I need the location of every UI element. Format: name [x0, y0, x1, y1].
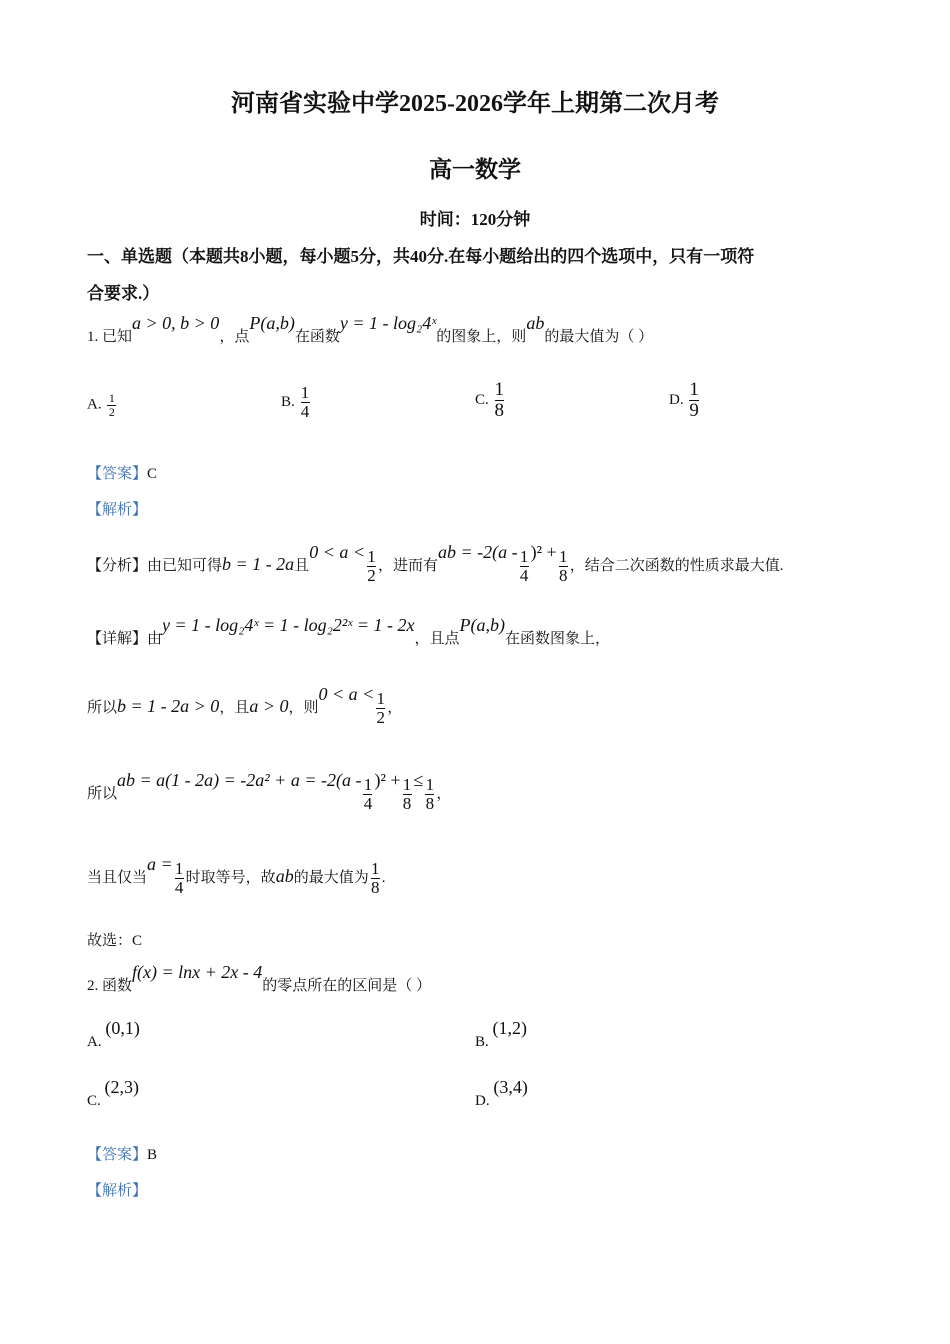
- equation: a > 0: [249, 695, 289, 716]
- q2-text: 的零点所在的区间是（ ）: [262, 978, 432, 994]
- answer-label: 【答案】: [87, 466, 148, 482]
- fraction-numerator: 1: [363, 775, 373, 794]
- equation: ≤: [413, 769, 424, 790]
- option-label: C.: [475, 391, 489, 408]
- equation: ab = -2(a -: [438, 541, 518, 562]
- q1-analysis: [87, 541, 784, 585]
- q1-detail: [87, 615, 611, 647]
- q1-option-d: [669, 380, 701, 421]
- exam-subject: 高一数学: [429, 157, 521, 182]
- question-2: [87, 962, 432, 994]
- section-heading-line1: 一、单选题（本题共8小题，每小题5分，共40分.在每小题给出的四个选项中，只有一项符: [87, 247, 755, 266]
- q1-text: 在函数: [294, 329, 340, 345]
- option-value: (2,3): [104, 1077, 140, 1097]
- fraction-numerator: 1: [558, 547, 568, 566]
- fraction-numerator: 1: [300, 383, 310, 402]
- q1-answer: [87, 467, 157, 482]
- equation: )² +: [530, 541, 557, 562]
- option-value: (3,4): [493, 1077, 528, 1097]
- q1-function: y = 1 - log₂4ˣ: [339, 313, 437, 333]
- detail-label: 【详解】: [87, 631, 148, 647]
- option-label: D.: [475, 1093, 490, 1109]
- q1-option-a: [87, 392, 118, 418]
- q2-option-d: [475, 1077, 528, 1110]
- q1-text: 的最大值为（ ）: [544, 329, 654, 345]
- exam-title: 河南省实验中学2025-2026学年上期第二次月考: [231, 91, 719, 117]
- fraction-denominator: 2: [376, 707, 386, 727]
- fraction-numerator: 1: [425, 775, 435, 794]
- exam-time: 时间：120分钟: [419, 210, 531, 229]
- fraction-denominator: 8: [402, 793, 412, 813]
- text: 由已知可得: [147, 557, 223, 574]
- section-heading-line2: 合要求.）: [87, 284, 160, 303]
- option-value: (1,2): [492, 1018, 528, 1038]
- option-label: A.: [87, 1034, 102, 1050]
- q1-option-b: [281, 384, 312, 421]
- q1-jiexi-label: 【解析】: [87, 502, 148, 518]
- equation: b = 1 - 2a > 0: [117, 695, 220, 716]
- q1-point: P(a,b): [249, 313, 295, 333]
- q2-function: f(x) = lnx + 2x - 4: [132, 962, 263, 982]
- text: ，: [436, 785, 452, 802]
- equation: y = 1 - log₂4ˣ = 1 - log₂2²ˣ = 1 - 2x: [162, 615, 415, 635]
- fraction-numerator: 1: [376, 689, 386, 708]
- q1-text: 的图象上，则: [436, 329, 527, 345]
- fraction-denominator: 4: [300, 401, 310, 421]
- q2-option-a: [87, 1018, 140, 1051]
- point: P(a,b): [459, 615, 506, 635]
- answer-value: C: [147, 466, 158, 482]
- text: 所以: [87, 699, 118, 716]
- text: ，结合二次函数的性质求最大值.: [569, 557, 784, 574]
- fraction-denominator: 9: [689, 399, 699, 421]
- fraction-numerator: 1: [519, 547, 529, 566]
- text: ，且: [219, 699, 250, 716]
- option-label: A.: [87, 396, 102, 413]
- q1-prefix: 1. 已知: [87, 329, 133, 345]
- fraction-denominator: 4: [174, 877, 184, 897]
- q1-final-choice: 故选：C: [87, 933, 143, 949]
- fraction-denominator: 8: [370, 877, 380, 897]
- q1-detail-line3: [87, 683, 403, 727]
- text: 所以: [87, 785, 118, 802]
- equation: ab = a(1 - 2a) = -2a² + a = -2(a -: [117, 769, 362, 790]
- text: ，则: [288, 699, 319, 716]
- fraction-numerator: 1: [108, 391, 115, 405]
- q1-detail-line4: [87, 769, 452, 813]
- text: 当且仅当: [87, 869, 148, 886]
- option-label: D.: [669, 391, 684, 408]
- q2-prefix: 2. 函数: [87, 978, 133, 994]
- fraction-denominator: 8: [558, 565, 568, 585]
- equation: b = 1 - 2a: [222, 553, 295, 574]
- inequality: 0 < a <: [309, 541, 365, 562]
- q2-answer: [87, 1148, 157, 1163]
- q1-condition: a > 0, b > 0: [132, 313, 220, 333]
- fraction-denominator: 2: [367, 565, 376, 585]
- fraction-denominator: 2: [108, 404, 115, 419]
- text: 在函数图象上，: [505, 631, 611, 647]
- question-1: [87, 313, 654, 345]
- q1-detail-line5: [87, 853, 386, 897]
- q2-option-c: [87, 1077, 140, 1110]
- text: 的最大值为: [293, 869, 369, 886]
- text: 由: [147, 631, 163, 647]
- analysis-label: 【分析】: [87, 557, 148, 574]
- fraction-numerator: 1: [174, 859, 184, 878]
- option-label: B.: [281, 393, 295, 410]
- q2-option-b: [475, 1018, 528, 1051]
- fraction-denominator: 8: [494, 399, 505, 421]
- fraction-denominator: 4: [519, 565, 529, 585]
- equation: )² +: [374, 769, 401, 790]
- text: .: [381, 869, 386, 886]
- ab: ab: [275, 865, 294, 886]
- text: ，且点: [414, 631, 460, 647]
- q1-option-c: [475, 380, 506, 421]
- inequality: 0 < a <: [318, 683, 375, 704]
- option-value: (0,1): [105, 1018, 140, 1038]
- fraction-denominator: 4: [363, 793, 373, 813]
- fraction-numerator: 1: [689, 379, 699, 400]
- text: 时取等号，故: [185, 869, 276, 886]
- fraction-denominator: 8: [425, 793, 435, 813]
- text: ，: [387, 699, 403, 716]
- text: ，进而有: [377, 557, 438, 574]
- fraction-numerator: 1: [370, 859, 380, 878]
- q1-text: ，点: [219, 329, 250, 345]
- q1-ab: ab: [526, 313, 545, 333]
- fraction-numerator: 1: [494, 379, 505, 400]
- fraction-numerator: 1: [367, 547, 376, 566]
- answer-label: 【答案】: [87, 1147, 148, 1163]
- equation: a =: [147, 853, 173, 874]
- q2-jiexi-label: 【解析】: [87, 1183, 148, 1199]
- text: 且: [294, 557, 310, 574]
- option-label: B.: [475, 1034, 489, 1050]
- fraction-numerator: 1: [402, 775, 412, 794]
- option-label: C.: [87, 1093, 101, 1109]
- answer-value: B: [147, 1147, 158, 1163]
